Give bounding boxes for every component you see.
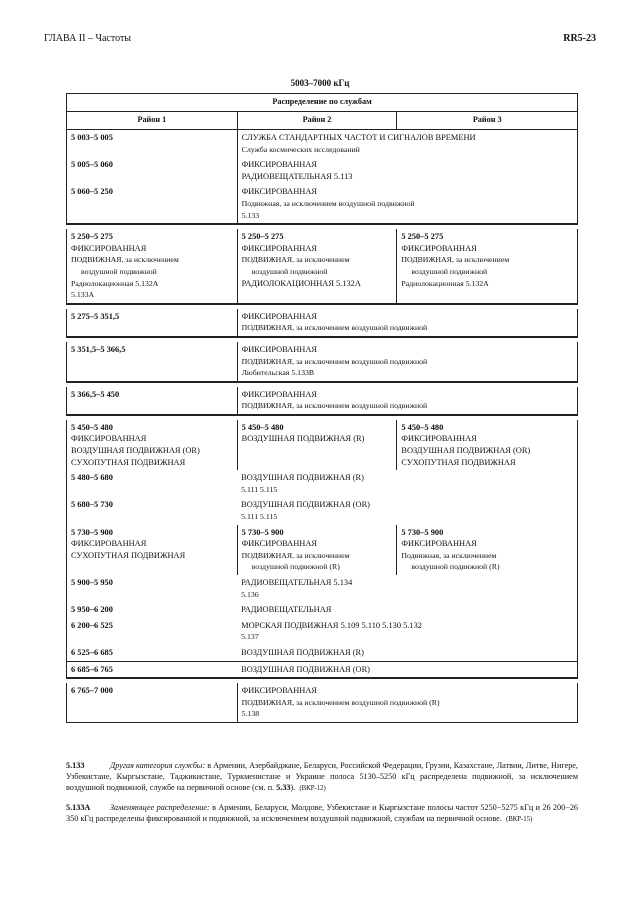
table-row	[67, 420, 578, 470]
service-line: ФИКСИРОВАННАЯ	[241, 187, 317, 197]
service-line: воздушной подвижной	[411, 266, 488, 276]
footnotes	[66, 760, 578, 833]
footnote-ref: 5.111 5.115	[241, 484, 278, 494]
service-line: ФИКСИРОВАННАЯ	[241, 311, 317, 321]
table-row	[67, 130, 578, 158]
service-line: воздушной подвижной (R)	[411, 562, 500, 572]
service-line: СУХОПУТНАЯ ПОДВИЖНАЯ	[401, 457, 516, 467]
service-line: РАДИОВЕЩАТЕЛЬНАЯ 5.134	[241, 578, 353, 587]
footnote-ref: 5.136	[241, 589, 259, 599]
footnote-source: (ВКР-15)	[505, 816, 533, 823]
footnote-number: 5.133	[66, 761, 85, 770]
band-range: 5 480–5 680	[67, 470, 238, 497]
footnote-ref: 5.133A	[71, 290, 95, 300]
service-line: ПОДВИЖНАЯ, за исключением воздушной подвижной	[241, 401, 428, 411]
service-line: ВОЗДУШНАЯ ПОДВИЖНАЯ (R)	[241, 647, 364, 657]
service-line: ФИКСИРОВАННАЯ	[241, 686, 317, 696]
band-range: 5 250–5 275	[71, 232, 113, 242]
footnote-title: Другая категория службы:	[110, 761, 206, 770]
service-line: ПОДВИЖНАЯ, за исключением воздушной подвижной	[241, 356, 428, 366]
service-line: ФИКСИРОВАННАЯ	[241, 243, 317, 253]
footnote-ref: 5.133	[241, 210, 260, 220]
service-line: ПОДВИЖНАЯ, за исключением	[241, 255, 350, 265]
service-line: воздушной подвижной	[81, 266, 157, 276]
region-3-header: Район 3	[397, 112, 578, 130]
service-line: ПОДВИЖНАЯ, за исключением	[241, 550, 350, 560]
service-line: ВОЗДУШНАЯ ПОДВИЖНАЯ (R)	[241, 434, 365, 444]
footnote-tail: ).	[290, 783, 296, 792]
service-line: ФИКСИРОВАННАЯ	[401, 243, 477, 253]
band-range: 6 525–6 685	[67, 645, 238, 661]
service-line: ФИКСИРОВАННАЯ	[71, 243, 147, 253]
band-range: 5 275–5 351,5	[67, 309, 238, 337]
band-range: 5 250–5 275	[401, 232, 444, 242]
band-range: 5 005–5 060	[67, 157, 238, 184]
footnote-ref: 5.111 5.115	[241, 512, 278, 522]
table-row	[67, 497, 578, 524]
region-2-header: Район 2	[237, 112, 397, 130]
service-line: Любительская 5.133B	[241, 368, 315, 378]
band-range: 6 200–6 525	[67, 618, 238, 645]
service-line: ФИКСИРОВАННАЯ	[241, 539, 317, 549]
service-line: ФИКСИРОВАННАЯ	[71, 539, 147, 549]
service-line: ВОЗДУШНАЯ ПОДВИЖНАЯ (OR)	[71, 446, 200, 456]
service-line: ПОДВИЖНАЯ, за исключением	[71, 255, 179, 265]
region-1-header: Район 1	[67, 112, 238, 130]
band-range: 5 351,5–5 366,5	[67, 342, 238, 382]
service-line: Подвижная, за исключением воздушной подвижной	[241, 198, 415, 208]
service-line: ВОЗДУШНАЯ ПОДВИЖНАЯ (OR)	[241, 664, 370, 674]
service-line: Служба космических исследований	[241, 144, 360, 154]
table-row	[67, 387, 578, 415]
service-line: ФИКСИРОВАННАЯ	[241, 344, 317, 354]
service-line: ВОЗДУШНАЯ ПОДВИЖНАЯ (OR)	[241, 500, 370, 510]
table-heading: Распределение по службам	[67, 94, 578, 112]
band-range: 5 450–5 480	[401, 422, 444, 432]
table-row	[67, 309, 578, 337]
service-line: МОРСКАЯ ПОДВИЖНАЯ 5.109 5.110 5.130 5.132	[241, 620, 422, 630]
table-row	[67, 661, 578, 678]
footnote-5-133	[66, 760, 578, 794]
table-row	[67, 683, 578, 722]
table-row	[67, 157, 578, 184]
footnote-text: в Армении, Беларуси, Молдове, Узбекистане и Кыргызстане полосы частот 5250−5275 кГц и 26 200−26 350 кГц распределены фиксированной и подвижной, за исключением воздушной подвижной, службам на первичной основе.	[66, 803, 579, 823]
service-line: Подвижная, за исключением	[401, 550, 497, 560]
service-line: СУХОПУТНАЯ ПОДВИЖНАЯ	[71, 457, 186, 467]
band-range: 5 003–5 005	[67, 130, 238, 158]
band-range: 5 730–5 900	[241, 527, 284, 537]
service-line: СУХОПУТНАЯ ПОДВИЖНАЯ	[71, 550, 186, 560]
band-range: 5 366,5–5 450	[67, 387, 238, 415]
service-line: РАДИОЛОКАЦИОННАЯ 5.132A	[241, 278, 361, 288]
service-line: ФИКСИРОВАННАЯ	[71, 434, 147, 444]
service-line: ПОДВИЖНАЯ, за исключением воздушной подвижной (R)	[241, 697, 440, 707]
band-range: 5 730–5 900	[71, 527, 113, 537]
service-line: ПОДВИЖНАЯ, за исключением	[401, 255, 510, 265]
footnote-ref: 5.138	[241, 709, 260, 719]
table-row	[67, 342, 578, 382]
service-line: СЛУЖБА СТАНДАРТНЫХ ЧАСТОТ И СИГНАЛОВ ВРЕМЕНИ	[241, 133, 476, 142]
band-range: 5 730–5 900	[401, 527, 444, 537]
footnote-text: в Армении, Азербайджане, Беларуси, Российской Федерации, Грузии, Казахстане, Латвии, Литве, Нигере, Узбекистане, Кыргызстане, Таджикистане, Туркменистане и Украине полоса 5130–5250 кГц распределена подвижной, за исключением воздушной подвижной, службе на первичной основе (см. п.	[66, 761, 578, 792]
table-row	[67, 645, 578, 661]
table-row	[67, 184, 578, 224]
band-range: 6 685–6 765	[67, 661, 238, 678]
footnote-number: 5.133A	[66, 803, 91, 812]
band-range: 5 060–5 250	[67, 184, 238, 224]
service-line: ФИКСИРОВАННАЯ	[401, 539, 477, 549]
allocation-table	[66, 93, 578, 723]
band-range: 6 765–7 000	[67, 683, 238, 722]
table-row	[67, 525, 578, 575]
band-range: 5 680–5 730	[67, 497, 238, 524]
chapter-header: ГЛАВА II – Частоты	[44, 33, 132, 44]
table-title: 5003–7000 кГц	[290, 78, 350, 88]
table-row	[67, 575, 578, 602]
service-line: Радиолокационная 5.132A	[401, 278, 489, 288]
footnote-cross-ref: 5.33	[276, 783, 291, 792]
band-range: 5 900–5 950	[67, 575, 238, 602]
footnote-ref: 5.137	[241, 632, 259, 642]
footnote-title: Заменяющее распределение:	[110, 803, 210, 812]
service-line: ВОЗДУШНАЯ ПОДВИЖНАЯ (R)	[241, 473, 364, 483]
page-number: RR5-23	[563, 33, 596, 44]
service-line: воздушной подвижной (R)	[251, 562, 340, 572]
service-line: ПОДВИЖНАЯ, за исключением воздушной подвижной	[241, 323, 428, 333]
band-range: 5 450–5 480	[71, 422, 113, 432]
table-row	[67, 470, 578, 497]
table-row	[67, 229, 578, 304]
service-line: ВОЗДУШНАЯ ПОДВИЖНАЯ (OR)	[401, 446, 531, 456]
footnote-5-133a	[66, 802, 578, 825]
service-line: РАДИОВЕЩАТЕЛЬНАЯ	[241, 605, 332, 615]
footnote-source: (ВКР-12)	[299, 785, 326, 792]
band-range: 5 950–6 200	[67, 602, 238, 618]
band-range: 5 250–5 275	[241, 232, 284, 242]
table-row	[67, 602, 578, 618]
service-line: воздушной подвижной	[251, 266, 328, 276]
table-row	[67, 618, 578, 645]
service-line: Радиолокационная 5.132A	[71, 278, 159, 288]
band-range: 5 450–5 480	[241, 422, 284, 432]
service-line: ФИКСИРОВАННАЯ	[241, 389, 317, 399]
service-line: ФИКСИРОВАННАЯ	[401, 434, 477, 444]
service-line: ФИКСИРОВАННАЯ	[241, 160, 317, 170]
service-line: РАДИОВЕЩАТЕЛЬНАЯ 5.113	[241, 171, 353, 181]
